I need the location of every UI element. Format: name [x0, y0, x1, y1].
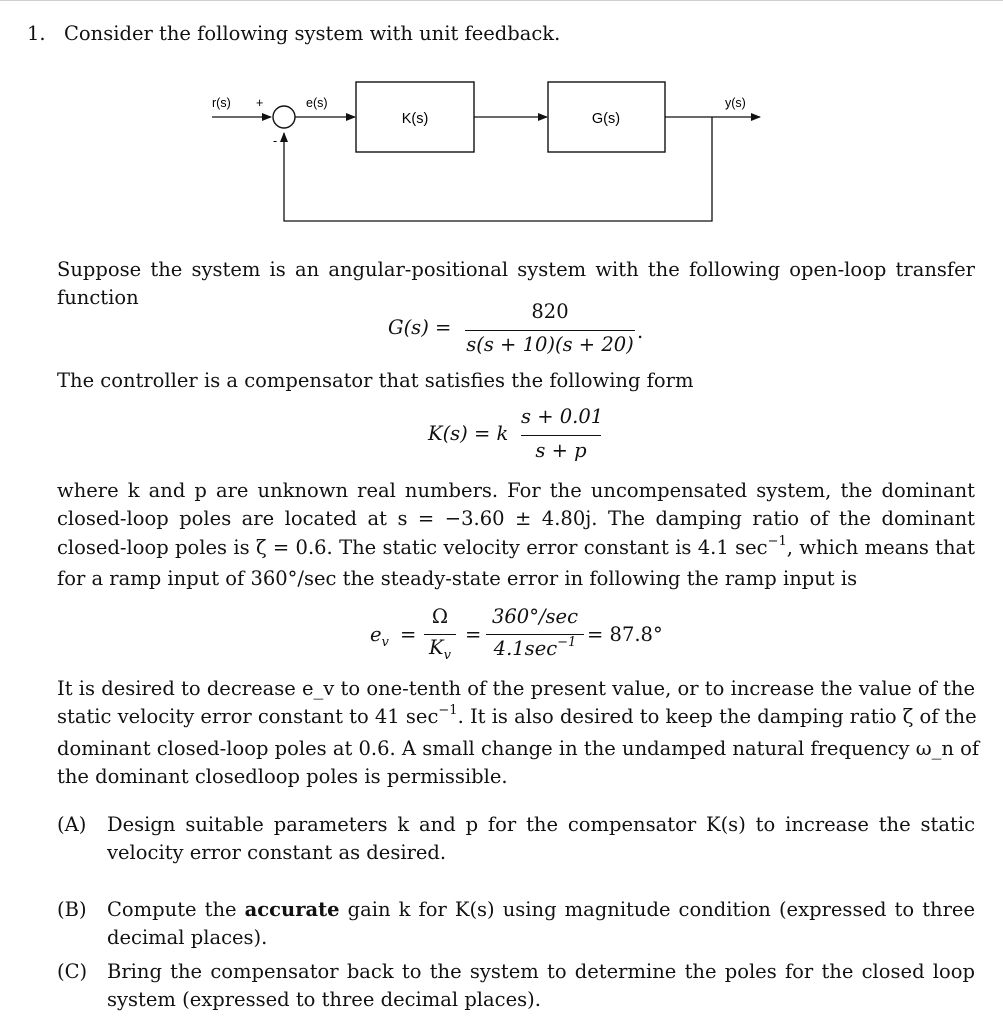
- fraction-bar: [424, 634, 456, 635]
- superscript: −1: [438, 703, 458, 719]
- input-label: r(s): [212, 96, 231, 110]
- item-label: (A): [57, 813, 87, 836]
- problem-intro: Consider the following system with unit feedback.: [64, 22, 561, 45]
- text-line: Suppose the system is an angular-positional system with the following open-loop transfer: [57, 258, 975, 281]
- item-label: (B): [57, 898, 87, 921]
- plant-label: G(s): [591, 111, 621, 127]
- error-label: e(s): [306, 96, 328, 110]
- fraction-denominator: s(s + 10)(s + 20): [466, 333, 634, 356]
- fraction-denominator: [424, 636, 456, 663]
- paragraph-controller-intro: The controller is a compensator that satisfies the following form: [57, 369, 694, 392]
- text-line: Bring the compensator back to the system to determine the poles for the closed loop: [107, 960, 975, 983]
- fraction-bar: [465, 330, 635, 331]
- equals-sign: =: [400, 623, 417, 646]
- item-text: [107, 958, 975, 1015]
- fraction-numerator: Ω: [431, 605, 449, 628]
- plus-sign: +: [256, 96, 264, 110]
- item-text: [107, 896, 975, 953]
- equals-sign: =: [465, 623, 482, 646]
- text-line: closed-loop poles are located at s = −3.60 ± 4.80j. The damping ratio of the dominant: [57, 507, 975, 531]
- text-segment: closed-loop poles is ζ = 0.6. The static velocity error constant is 4.1 sec: [57, 535, 768, 559]
- summing-junction: [273, 106, 295, 128]
- output-label: y(s): [725, 96, 746, 110]
- text-line: decimal places).: [107, 926, 268, 950]
- fraction-denominator: s + p: [535, 439, 587, 462]
- text-line: velocity error constant as desired.: [107, 841, 447, 865]
- text-line: [57, 534, 975, 565]
- equation-lhs: G(s) =: [388, 316, 452, 339]
- text-segment: static velocity error constant to 41 sec: [57, 705, 439, 729]
- equation-result: = 87.8°: [587, 623, 663, 646]
- symbol: K: [429, 636, 444, 659]
- text-line: function: [57, 286, 139, 310]
- text-segment: , which means that: [786, 535, 976, 559]
- block-diagram: [0, 0, 1003, 240]
- equation-lhs: K(s) = k: [428, 422, 509, 445]
- equation-period: .: [637, 320, 644, 343]
- subscript: v: [381, 635, 389, 650]
- text-line: for a ramp input of 360°/sec the steady-state error in following the ramp input is: [57, 566, 858, 590]
- text-line: [107, 896, 975, 924]
- bold-text: accurate: [244, 898, 340, 921]
- fraction-numerator: 360°/sec: [491, 605, 578, 628]
- text-line: system (expressed to three decimal places).: [107, 988, 541, 1012]
- item-text: [107, 811, 975, 868]
- text-segment: . It is also desired to keep the damping ratio ζ of the: [457, 705, 977, 729]
- controller-label: K(s): [401, 111, 429, 127]
- text-line: the dominant closedloop poles is permissible.: [57, 764, 508, 788]
- text-line: Design suitable parameters k and p for the compensator K(s) to increase the static: [107, 813, 975, 836]
- fraction-bar: [521, 435, 601, 436]
- text-line: [57, 703, 975, 734]
- symbol: e: [370, 623, 382, 646]
- superscript: −1: [767, 533, 787, 549]
- superscript: −1: [557, 635, 577, 650]
- subscript: v: [443, 648, 451, 663]
- text-line: It is desired to decrease e_v to one-tenth of the present value, or to increase the value of the: [57, 677, 975, 700]
- paragraph-uncompensated-system: [57, 477, 975, 593]
- fraction-denominator: [486, 637, 584, 660]
- minus-sign: -: [273, 134, 278, 148]
- paragraph-design-goal: [57, 675, 980, 791]
- text-segment: gain k for K(s) using magnitude condition (expressed to three: [339, 898, 976, 921]
- problem-number: 1.: [27, 22, 46, 45]
- equation-steady-state-error: [370, 605, 670, 665]
- text-segment: Compute the: [107, 898, 245, 921]
- equation-lhs: [370, 623, 389, 650]
- item-label: (C): [57, 960, 88, 983]
- fraction-numerator: s + 0.01: [521, 405, 604, 428]
- text-line: where k and p are unknown real numbers. For the uncompensated system, the dominant: [57, 479, 975, 502]
- text-line: dominant closed-loop poles at 0.6. A small change in the undamped natural frequency ω_n of: [57, 736, 980, 760]
- feedback-path: [284, 117, 712, 221]
- symbol: 4.1sec: [493, 637, 558, 660]
- fraction-numerator: 820: [531, 300, 569, 323]
